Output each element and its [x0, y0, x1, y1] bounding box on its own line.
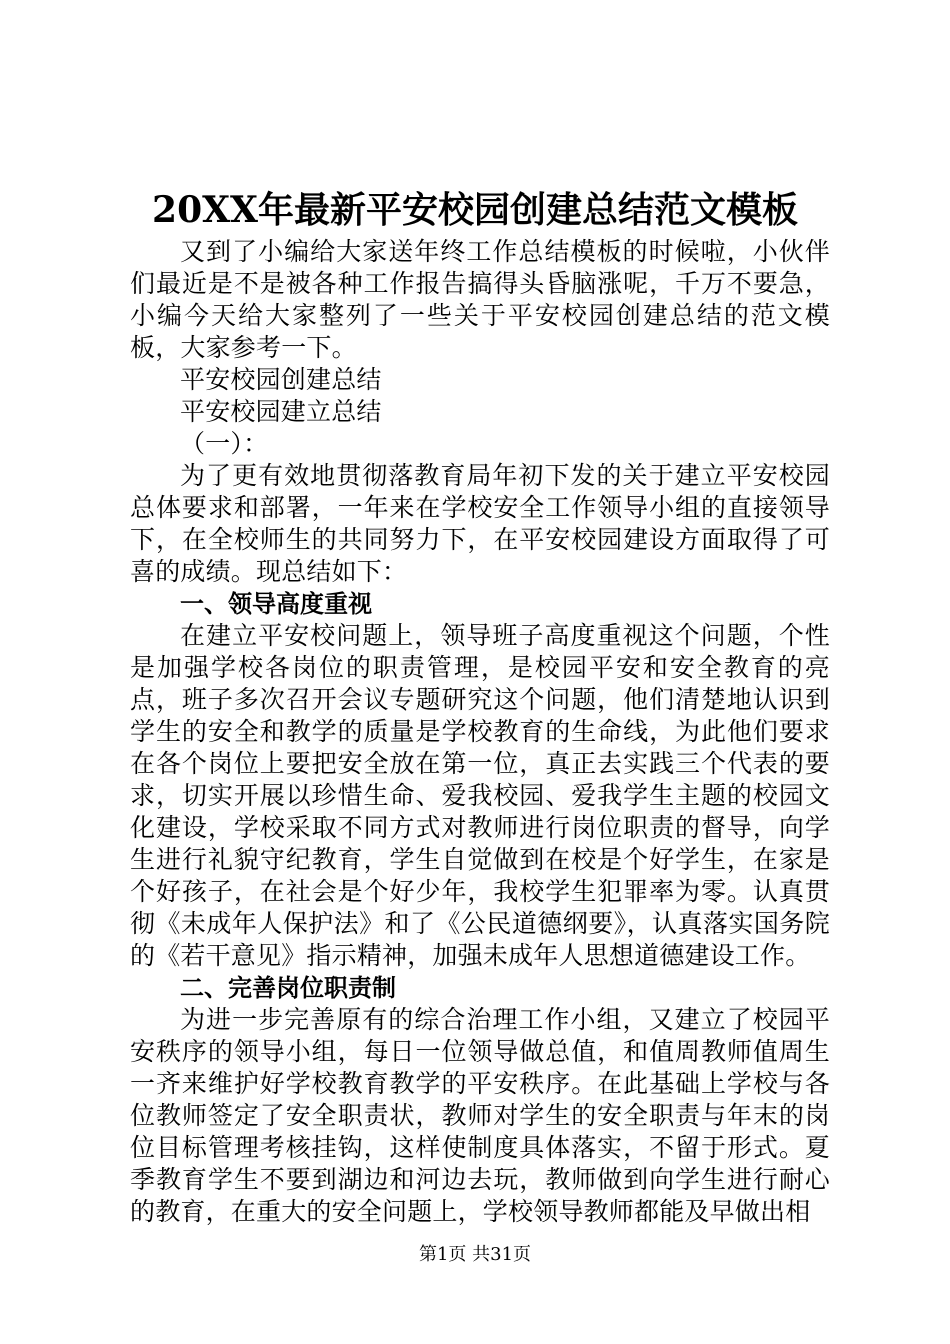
section-heading-2: 二、完善岗位职责制	[180, 974, 396, 1002]
subtitle-line-2: 平安校园建立总结	[180, 397, 382, 426]
subtitle-line-1: 平安校园创建总结	[180, 365, 382, 394]
section-heading-1: 一、领导高度重视	[180, 590, 372, 618]
paragraph-3: 为进一步完善原有的综合治理工作小组，又建立了校园平安秩序的领导小组，每日一位领导做总值，和值周教师值周生一齐来维护好学校教育教学的平安秩序。在此基础上学校与各位教师签定了安全职责状，教师对学生的安全职责与年末的岗位目标管理考核挂钩，这样使制度具体落实，不留于形式。夏季教育学生不要到湖边和河边去玩，教师做到向学生进行耐心的教育，在重大的安全问题上，学校领导教师都能及早做出相	[130, 1005, 830, 1226]
intro-paragraph: 又到了小编给大家送年终工作总结模板的时候啦，小伙伴们最近是不是被各种工作报告搞得头昏脑涨呢，千万不要急，小编今天给大家整列了一些关于平安校园创建总结的范文模板，大家参考一下。	[130, 237, 830, 362]
page-footer: 第1页 共31页	[418, 1244, 532, 1265]
section-marker: （一）：	[180, 429, 269, 458]
document-body	[130, 236, 830, 1228]
paragraph-1: 为了更有效地贯彻落教育局年初下发的关于建立平安校园总体要求和部署，一年来在学校安全工作领导小组的直接领导下，在全校师生的共同努力下，在平安校园建设方面取得了可喜的成绩。现总结如下：	[130, 461, 830, 586]
paragraph-2: 在建立平安校问题上，领导班子高度重视这个问题，个性是加强学校各岗位的职责管理，是校园平安和安全教育的亮点，班子多次召开会议专题研究这个问题，他们清楚地认识到学生的安全和教学的质量是学校教育的生命线，为此他们要求在各个岗位上要把安全放在第一位，真正去实践三个代表的要求，切实开展以珍惜生命、爱我校园、爱我学生主题的校园文化建设，学校采取不同方式对教师进行岗位职责的督导，向学生进行礼貌守纪教育，学生自觉做到在校是个好学生，在家是个好孩子，在社会是个好少年，我校学生犯罪率为零。认真贯彻《未成年人保护法》和了《公民道德纲要》，认真落实国务院的《若干意见》指示精神，加强未成年人思想道德建设工作。	[130, 621, 830, 970]
document-title: 20XX年最新平安校园创建总结范文模板	[152, 189, 798, 231]
